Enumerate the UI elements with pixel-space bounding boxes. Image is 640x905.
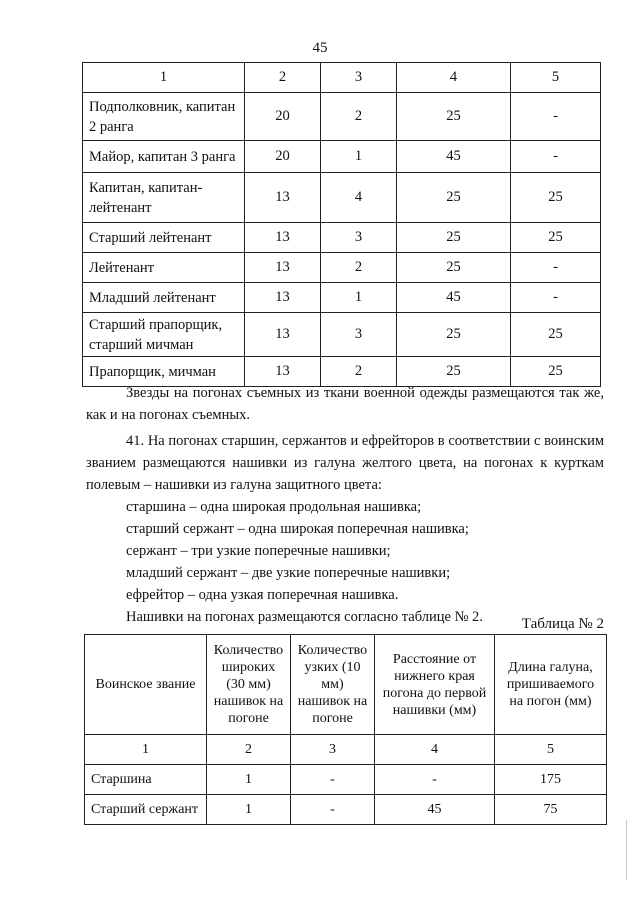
table-cell: 3 [321, 223, 397, 253]
table-cell: - [511, 141, 601, 173]
table-cell: 1 [321, 283, 397, 313]
table-cell: 20 [245, 141, 321, 173]
table-cell: 13 [245, 223, 321, 253]
table-cell: 2 [321, 93, 397, 141]
table-cell: 25 [397, 173, 511, 223]
rank-cell: Майор, капитан 3 ранга [83, 141, 245, 173]
table-header-cell: 5 [511, 63, 601, 93]
table-cell: 20 [245, 93, 321, 141]
rank-table-1 [82, 62, 601, 387]
table-row [85, 795, 607, 825]
list-item: ефрейтор – одна узкая поперечная нашивка. [126, 587, 399, 603]
table-cell: 2 [207, 735, 291, 765]
table-cell: 25 [511, 357, 601, 387]
body-text [86, 382, 604, 628]
rank-cell: Старший сержант [85, 795, 207, 825]
table-cell: 45 [375, 795, 495, 825]
table-cell: - [375, 765, 495, 795]
table-cell: 45 [397, 141, 511, 173]
table-cell: 1 [85, 735, 207, 765]
table-cell: 2 [321, 253, 397, 283]
table-cell: 13 [245, 253, 321, 283]
table-cell: 25 [397, 357, 511, 387]
table-cell: 25 [511, 223, 601, 253]
table-cell: 5 [495, 735, 607, 765]
table-row [83, 283, 601, 313]
table-cell: - [511, 93, 601, 141]
table-cell: 25 [511, 313, 601, 357]
table-cell: - [291, 795, 375, 825]
table-cell: - [511, 283, 601, 313]
table-header-cell: Количество узких (10 мм) нашивок на погоне [291, 635, 375, 735]
table-cell: 3 [321, 313, 397, 357]
table-header-row [83, 63, 601, 93]
table-row [83, 173, 601, 223]
table-cell: 175 [495, 765, 607, 795]
rank-table-2 [84, 634, 607, 825]
table-row [83, 93, 601, 141]
rank-cell: Младший лейтенант [83, 283, 245, 313]
table-row [83, 313, 601, 357]
table-cell: 45 [397, 283, 511, 313]
list-item: сержант – три узкие поперечные нашивки; [126, 543, 391, 559]
table-cell: 25 [511, 173, 601, 223]
table-cell: 25 [397, 313, 511, 357]
scan-edge-line [626, 820, 627, 880]
list-item: младший сержант – две узкие поперечные нашивки; [126, 565, 451, 581]
table-cell: 13 [245, 357, 321, 387]
rank-cell: Лейтенант [83, 253, 245, 283]
table-caption: Таблица № 2 [521, 616, 604, 632]
table-cell: 1 [207, 795, 291, 825]
list-item: старший сержант – одна широкая поперечная нашивка; [126, 521, 469, 537]
rank-cell: Старший лейтенант [83, 223, 245, 253]
rank-cell: Старший прапорщик, старший мичман [83, 313, 245, 357]
table-header-cell: Расстояние от нижнего края погона до первой нашивки (мм) [375, 635, 495, 735]
paragraph-table-ref: Нашивки на погонах размещаются согласно таблице № 2. [126, 609, 483, 625]
table-cell: 4 [375, 735, 495, 765]
table-cell: 25 [397, 93, 511, 141]
rank-cell: Капитан, капитан-лейтенант [83, 173, 245, 223]
rank-cell: Старшина [85, 765, 207, 795]
table-cell: 1 [207, 765, 291, 795]
table-cell: 4 [321, 173, 397, 223]
table-row [83, 253, 601, 283]
table-row [83, 223, 601, 253]
page-number: 45 [312, 40, 328, 56]
table-cell: 3 [291, 735, 375, 765]
rank-cell: Прапорщик, мичман [83, 357, 245, 387]
list-item: старшина – одна широкая продольная нашивка; [126, 499, 422, 515]
table-row [83, 141, 601, 173]
table-cell: - [291, 765, 375, 795]
table-cell: 13 [245, 283, 321, 313]
table-header-cell: 1 [83, 63, 245, 93]
table-cell: 1 [321, 141, 397, 173]
table-header-cell: Воинское звание [85, 635, 207, 735]
table-cell: 25 [397, 253, 511, 283]
table-cell: 13 [245, 313, 321, 357]
paragraph-41: 41. На погонах старшин, сержантов и ефрейторов в соответствии с воинским званием размещаются нашивки из галуна желтого цвета, на погонах к курткам полевым – нашивки из галуна защитного цвета: [86, 433, 604, 493]
table-header-cell: Количество широких (30 мм) нашивок на погоне [207, 635, 291, 735]
table-cell: 13 [245, 173, 321, 223]
table-cell: - [511, 253, 601, 283]
table-cell: 75 [495, 795, 607, 825]
table-header-cell: Длина галуна, пришиваемого на погон (мм) [495, 635, 607, 735]
table-cell: 25 [397, 223, 511, 253]
table-header-cell: 2 [245, 63, 321, 93]
table-header-cell: 4 [397, 63, 511, 93]
table-row [85, 765, 607, 795]
table-cell: 2 [321, 357, 397, 387]
table-number-row [85, 735, 607, 765]
paragraph-stars: Звезды на погонах съемных из ткани военной одежды размещаются так же, как и на погонах съемных. [86, 385, 604, 423]
table-header-row [85, 635, 607, 735]
table-header-cell: 3 [321, 63, 397, 93]
rank-cell: Подполковник, капитан 2 ранга [83, 93, 245, 141]
